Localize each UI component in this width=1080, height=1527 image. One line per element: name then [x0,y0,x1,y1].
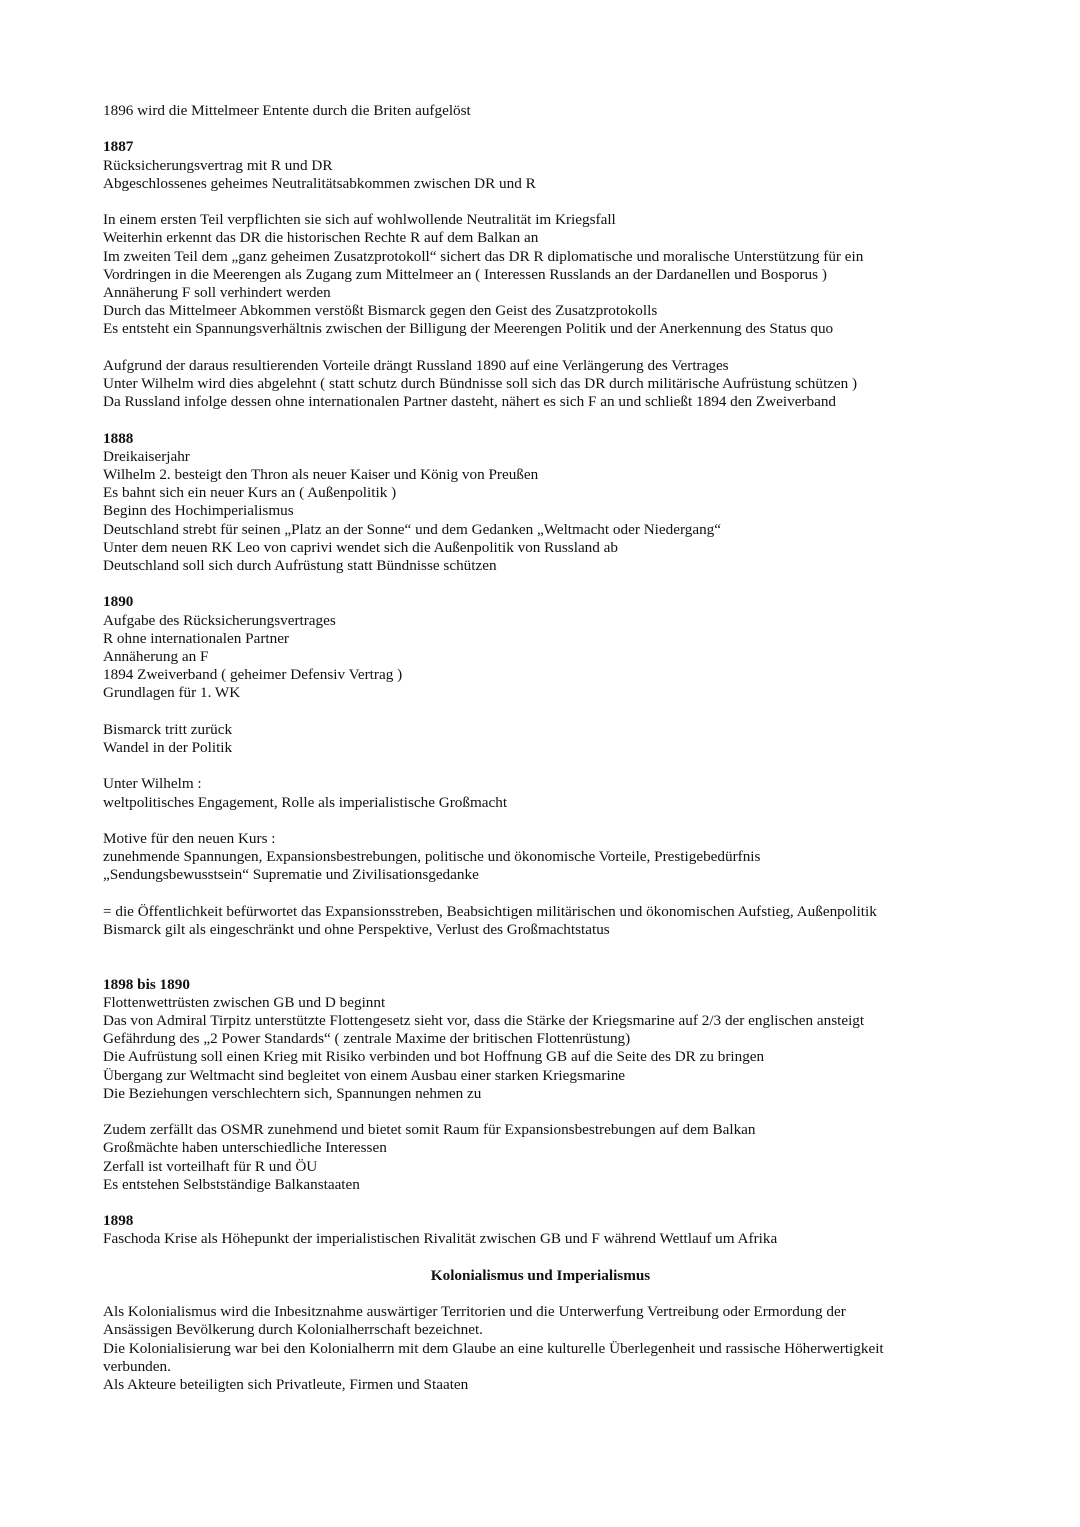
text-line: In einem ersten Teil verpflichten sie sich auf wohlwollende Neutralität im Kriegsfall [103,211,616,229]
text-line: Es entstehen Selbstständige Balkanstaaten [103,1175,360,1193]
text-line: Als Kolonialismus wird die Inbesitznahme auswärtiger Territorien und die Unterwerfung Vertreibung oder Ermordung der [103,1303,846,1321]
text-line: verbunden. [103,1357,171,1375]
text-line: Wandel in der Politik [103,739,233,757]
text-line: Deutschland soll sich durch Aufrüstung statt Bündnisse schützen [103,557,497,575]
text-line: Übergang zur Weltmacht sind begleitet von einem Ausbau einer starken Kriegsmarine [103,1066,626,1084]
text-block [103,430,963,576]
text-line: Zudem zerfällt das OSMR zunehmend und bietet somit Raum für Expansionsbestrebungen auf dem Balkan [103,1121,756,1139]
text-block [103,830,963,885]
text-line: = die Öffentlichkeit befürwortet das Expansionsstreben, Beabsichtigen militärischen und ökonomischen Aufstieg, Außenpolitik [103,902,877,920]
text-block [103,1121,963,1194]
year-heading: 1898 bis 1890 [103,975,190,993]
text-line: Unter Wilhelm : [103,775,202,793]
text-line: Dreikaiserjahr [103,447,190,465]
text-line: Deutschland strebt für seinen „Platz an der Sonne“ und dem Gedanken „Weltmacht oder Niedergang“ [103,520,722,538]
text-line: Flottenwettrüsten zwischen GB und D beginnt [103,993,386,1011]
text-line: Es bahnt sich ein neuer Kurs an ( Außenpolitik ) [103,484,397,502]
year-heading: 1890 [103,593,134,611]
text-line: Ansässigen Bevölkerung durch Kolonialherrschaft bezeichnet. [103,1321,483,1339]
text-block [103,593,963,702]
text-line: zunehmende Spannungen, Expansionsbestrebungen, politische und ökonomische Vorteile, Prestigebedürfnis [103,848,761,866]
year-heading: 1887 [103,138,134,156]
notes-body [103,102,963,1249]
text-line: Vordringen in die Meerengen als Zugang zum Mittelmeer an ( Interessen Russlands an der Dardanellen und Bosporus ) [103,265,827,283]
text-block [103,211,963,338]
text-block [103,976,963,1103]
text-line: Beginn des Hochimperialismus [103,502,294,520]
document-page [103,102,963,1394]
text-line: 1894 Zweiverband ( geheimer Defensiv Vertrag ) [103,666,403,684]
text-line: Als Akteure beteiligten sich Privatleute, Firmen und Staaten [103,1376,469,1393]
text-line: Gefährdung des „2 Power Standards“ ( zentrale Maxime der britischen Flottenrüstung) [103,1030,631,1048]
year-heading: 1898 [103,1212,134,1230]
text-line: Großmächte haben unterschiedliche Interessen [103,1139,387,1157]
text-line: Die Aufrüstung soll einen Krieg mit Risiko verbinden und bot Hoffnung GB auf die Seite des DR zu bringen [103,1048,765,1066]
text-block [103,721,963,757]
text-line: Faschoda Krise als Höhepunkt der imperialistischen Rivalität zwischen GB und F während Wettlauf um Afrika [103,1230,778,1248]
text-line: Annäherung F soll verhindert werden [103,284,331,301]
section-body [103,1303,963,1394]
text-line: Weiterhin erkennt das DR die historischen Rechte R auf dem Balkan an [103,229,539,247]
text-line: Abgeschlossenes geheimes Neutralitätsabkommen zwischen DR und R [103,174,536,192]
text-line: Annäherung an F [103,648,209,666]
text-line: 1896 wird die Mittelmeer Entente durch die Briten aufgelöst [103,102,471,119]
text-line: Bismarck gilt als eingeschränkt und ohne Perspektive, Verlust des Großmachtstatus [103,921,610,938]
text-line: Es entsteht ein Spannungsverhältnis zwischen der Billigung der Meerengen Politik und der Anerkennung des Status quo [103,320,834,338]
text-line: „Sendungsbewusstsein“ Suprematie und Zivilisationsgedanke [103,866,479,884]
text-line: Aufgabe des Rücksicherungsvertrages [103,611,336,629]
year-heading: 1888 [103,429,134,447]
text-line: Wilhelm 2. besteigt den Thron als neuer Kaiser und König von Preußen [103,466,539,483]
text-block [103,138,963,193]
text-line: Die Beziehungen verschlechtern sich, Spannungen nehmen zu [103,1084,482,1102]
text-block [103,775,963,811]
text-line: R ohne internationalen Partner [103,629,289,647]
text-line: Im zweiten Teil dem „ganz geheimen Zusatzprotokoll“ sichert das DR R diplomatische und moralische Unterstützung für ein [103,247,864,265]
text-line: Grundlagen für 1. WK [103,684,241,702]
text-line: Bismarck tritt zurück [103,720,233,738]
text-line: Unter dem neuen RK Leo von caprivi wendet sich die Außenpolitik von Russland ab [103,538,619,556]
text-line: Motive für den neuen Kurs : [103,830,276,847]
section-heading: Kolonialismus und Imperialismus [430,1266,651,1284]
text-block [103,357,963,412]
text-line: Aufgrund der daraus resultierenden Vorteile drängt Russland 1890 auf eine Verlängerung des Vertrages [103,356,729,374]
text-line: Durch das Mittelmeer Abkommen verstößt Bismarck gegen den Geist des Zusatzprotokolls [103,302,658,320]
text-line: Das von Admiral Tirpitz unterstützte Flottengesetz sieht vor, dass die Stärke der Kriegsmarine auf 2/3 der englischen ansteigt [103,1012,865,1029]
text-line: weltpolitisches Engagement, Rolle als imperialistische Großmacht [103,793,508,811]
text-block [103,903,963,939]
text-line: Da Russland infolge dessen ohne internationalen Partner dasteht, nähert es sich F an und schließt 1894 den Zweiverband [103,393,837,411]
text-block [103,1212,963,1248]
text-line: Zerfall ist vorteilhaft für R und ÖU [103,1157,318,1175]
text-line: Unter Wilhelm wird dies abgelehnt ( statt schutz durch Bündnisse soll sich das DR durch militärische Aufrüstung schützen ) [103,375,858,392]
text-line: Rücksicherungsvertrag mit R und DR [103,156,333,174]
text-line: Die Kolonialisierung war bei den Kolonialherrn mit dem Glaube an eine kulturelle Überlegenheit und rassische Höherwertigkeit [103,1339,884,1357]
text-block [103,102,963,120]
